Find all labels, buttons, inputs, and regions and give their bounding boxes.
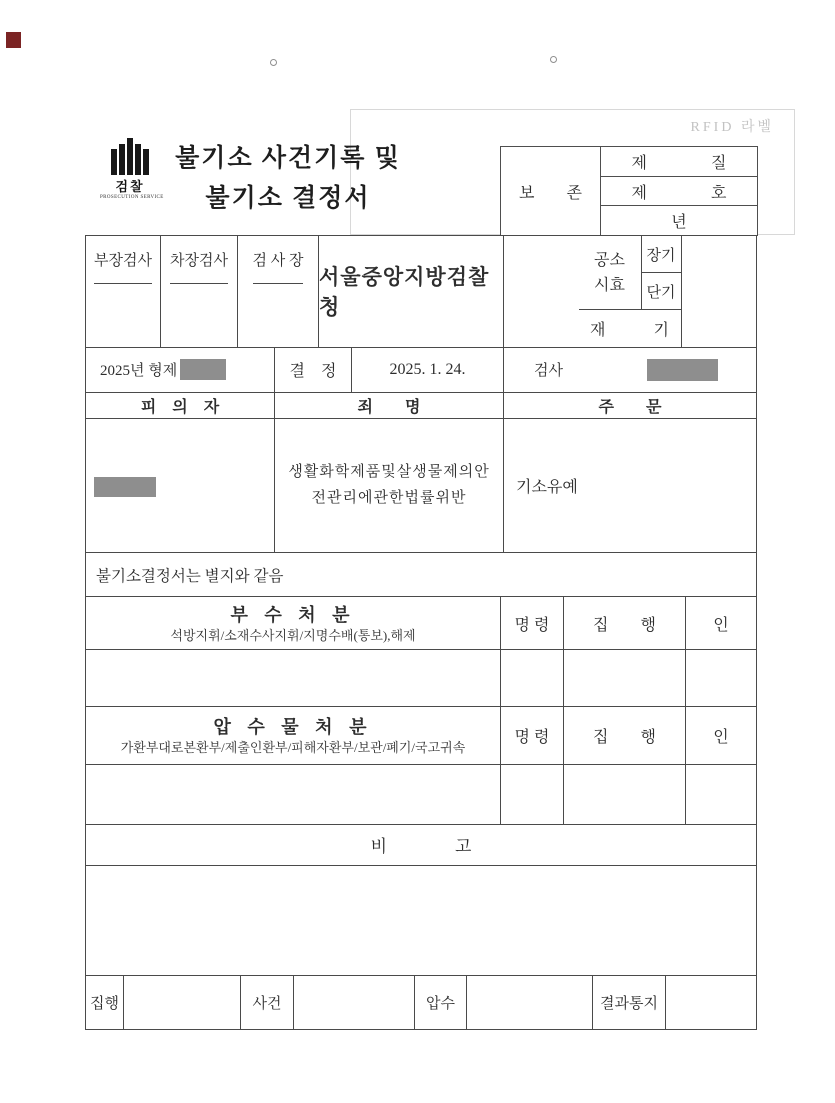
ancillary-disposition-header (86, 597, 501, 649)
ancillary-disposition-subtitle: 석방지휘/소재수사지휘/지명수배(통보),해제 (170, 627, 416, 643)
limitation-long-term-label: 장기 (642, 236, 682, 272)
decision-date: 2025. 1. 24. (352, 348, 504, 392)
document-title-line2: 불기소 결정서 (205, 185, 371, 212)
preservation-number-row: 제 호 (601, 177, 757, 207)
deputy-chief-prosecutor-header: 차장검사 (170, 236, 228, 284)
reopen-label: 재 기 (579, 310, 682, 347)
seized-property-header (86, 707, 501, 764)
preservation-box (500, 146, 758, 236)
footer-case-label: 사건 (241, 976, 294, 1029)
ancillary-disposition-entry-cell (86, 650, 501, 706)
prosecutor-label: 검사 (534, 363, 563, 380)
disposition-value: 기소유예 (516, 478, 578, 496)
ancillary-execution-column-header: 집 행 (564, 597, 686, 649)
limitation-short-term-label: 단기 (642, 273, 682, 309)
suspect-name-redaction (94, 477, 156, 497)
offense-name: 생활화학제품및살생물제의안전관리에관한법률위반 (275, 419, 504, 553)
seized-property-title: 압 수 물 처 분 (213, 716, 373, 737)
district-chief-prosecutor-header: 검 사 장 (253, 236, 304, 284)
remarks-entry-cell (86, 866, 756, 975)
attachment-note: 불기소결정서는 별지와 같음 (96, 567, 284, 585)
punch-hole-mark (270, 59, 277, 66)
prosecutor-cell (504, 348, 756, 392)
footer-execution-value-cell (124, 976, 241, 1029)
seized-seal-column-header: 인 (713, 728, 729, 746)
suspect-column-header: 피 의 자 (86, 393, 275, 418)
case-number-prefix: 2025년 형제 (100, 363, 178, 380)
preservation-label: 보 존 (501, 147, 601, 235)
case-number-redaction (180, 359, 226, 380)
preservation-material-row: 제 질 (601, 147, 757, 177)
prosecution-service-logo (100, 138, 164, 200)
ancillary-seal-value-cell (686, 650, 756, 706)
prosecution-logo-icon (100, 138, 160, 175)
seized-execution-value-cell (564, 765, 686, 824)
punch-hole-mark (550, 56, 557, 63)
seized-order-value-cell (501, 765, 564, 824)
suspect-cell (86, 419, 275, 553)
seized-property-subtitle: 가환부대로본환부/제출인환부/피해자환부/보관/폐기/국고귀속 (120, 739, 466, 755)
document-title-line1: 불기소 사건기록 및 (175, 145, 401, 172)
corner-mark (6, 32, 21, 48)
seized-seal-value-cell (686, 765, 756, 824)
deputy-chief-prosecutor-column (161, 236, 238, 347)
footer-execution-label: 집행 (86, 976, 124, 1029)
preservation-year-row: 년 (671, 214, 687, 232)
prosecutors-office-name: 서울중앙지방검찰청 (319, 236, 504, 347)
main-form-table (85, 235, 757, 1030)
ancillary-execution-value-cell (564, 650, 686, 706)
footer-seizure-value-cell (467, 976, 593, 1029)
limitation-label: 공소 시효 (579, 236, 642, 309)
logo-english-label: PROSECUTION SERVICE (100, 195, 164, 200)
rfid-label-text: RFID 라벨 (690, 120, 774, 135)
disposition-column-header: 주 문 (598, 398, 662, 416)
district-chief-prosecutor-column (238, 236, 319, 347)
seized-property-entry-cell (86, 765, 501, 824)
ancillary-order-value-cell (501, 650, 564, 706)
decision-label: 결 정 (275, 348, 352, 392)
ancillary-seal-column-header: 인 (713, 616, 729, 634)
seized-order-column-header: 명 령 (501, 707, 564, 764)
chief-prosecutor-header: 부장검사 (94, 236, 152, 284)
case-number-cell (86, 348, 275, 392)
limitation-block (504, 236, 756, 347)
footer-seizure-label: 압수 (415, 976, 467, 1029)
footer-result-notice-value-cell (666, 976, 756, 1029)
ancillary-disposition-title: 부 수 처 분 (230, 604, 356, 625)
ancillary-order-column-header: 명 령 (501, 597, 564, 649)
logo-korean-label: 검찰 (115, 179, 145, 194)
chief-prosecutor-column (86, 236, 161, 347)
footer-case-value-cell (294, 976, 415, 1029)
document-title (158, 139, 418, 219)
prosecutor-name-redaction (647, 359, 718, 381)
offense-column-header: 죄 명 (275, 393, 504, 418)
remarks-header: 비 고 (370, 837, 472, 857)
footer-result-notice-label: 결과통지 (593, 976, 666, 1029)
seized-execution-column-header: 집 행 (564, 707, 686, 764)
